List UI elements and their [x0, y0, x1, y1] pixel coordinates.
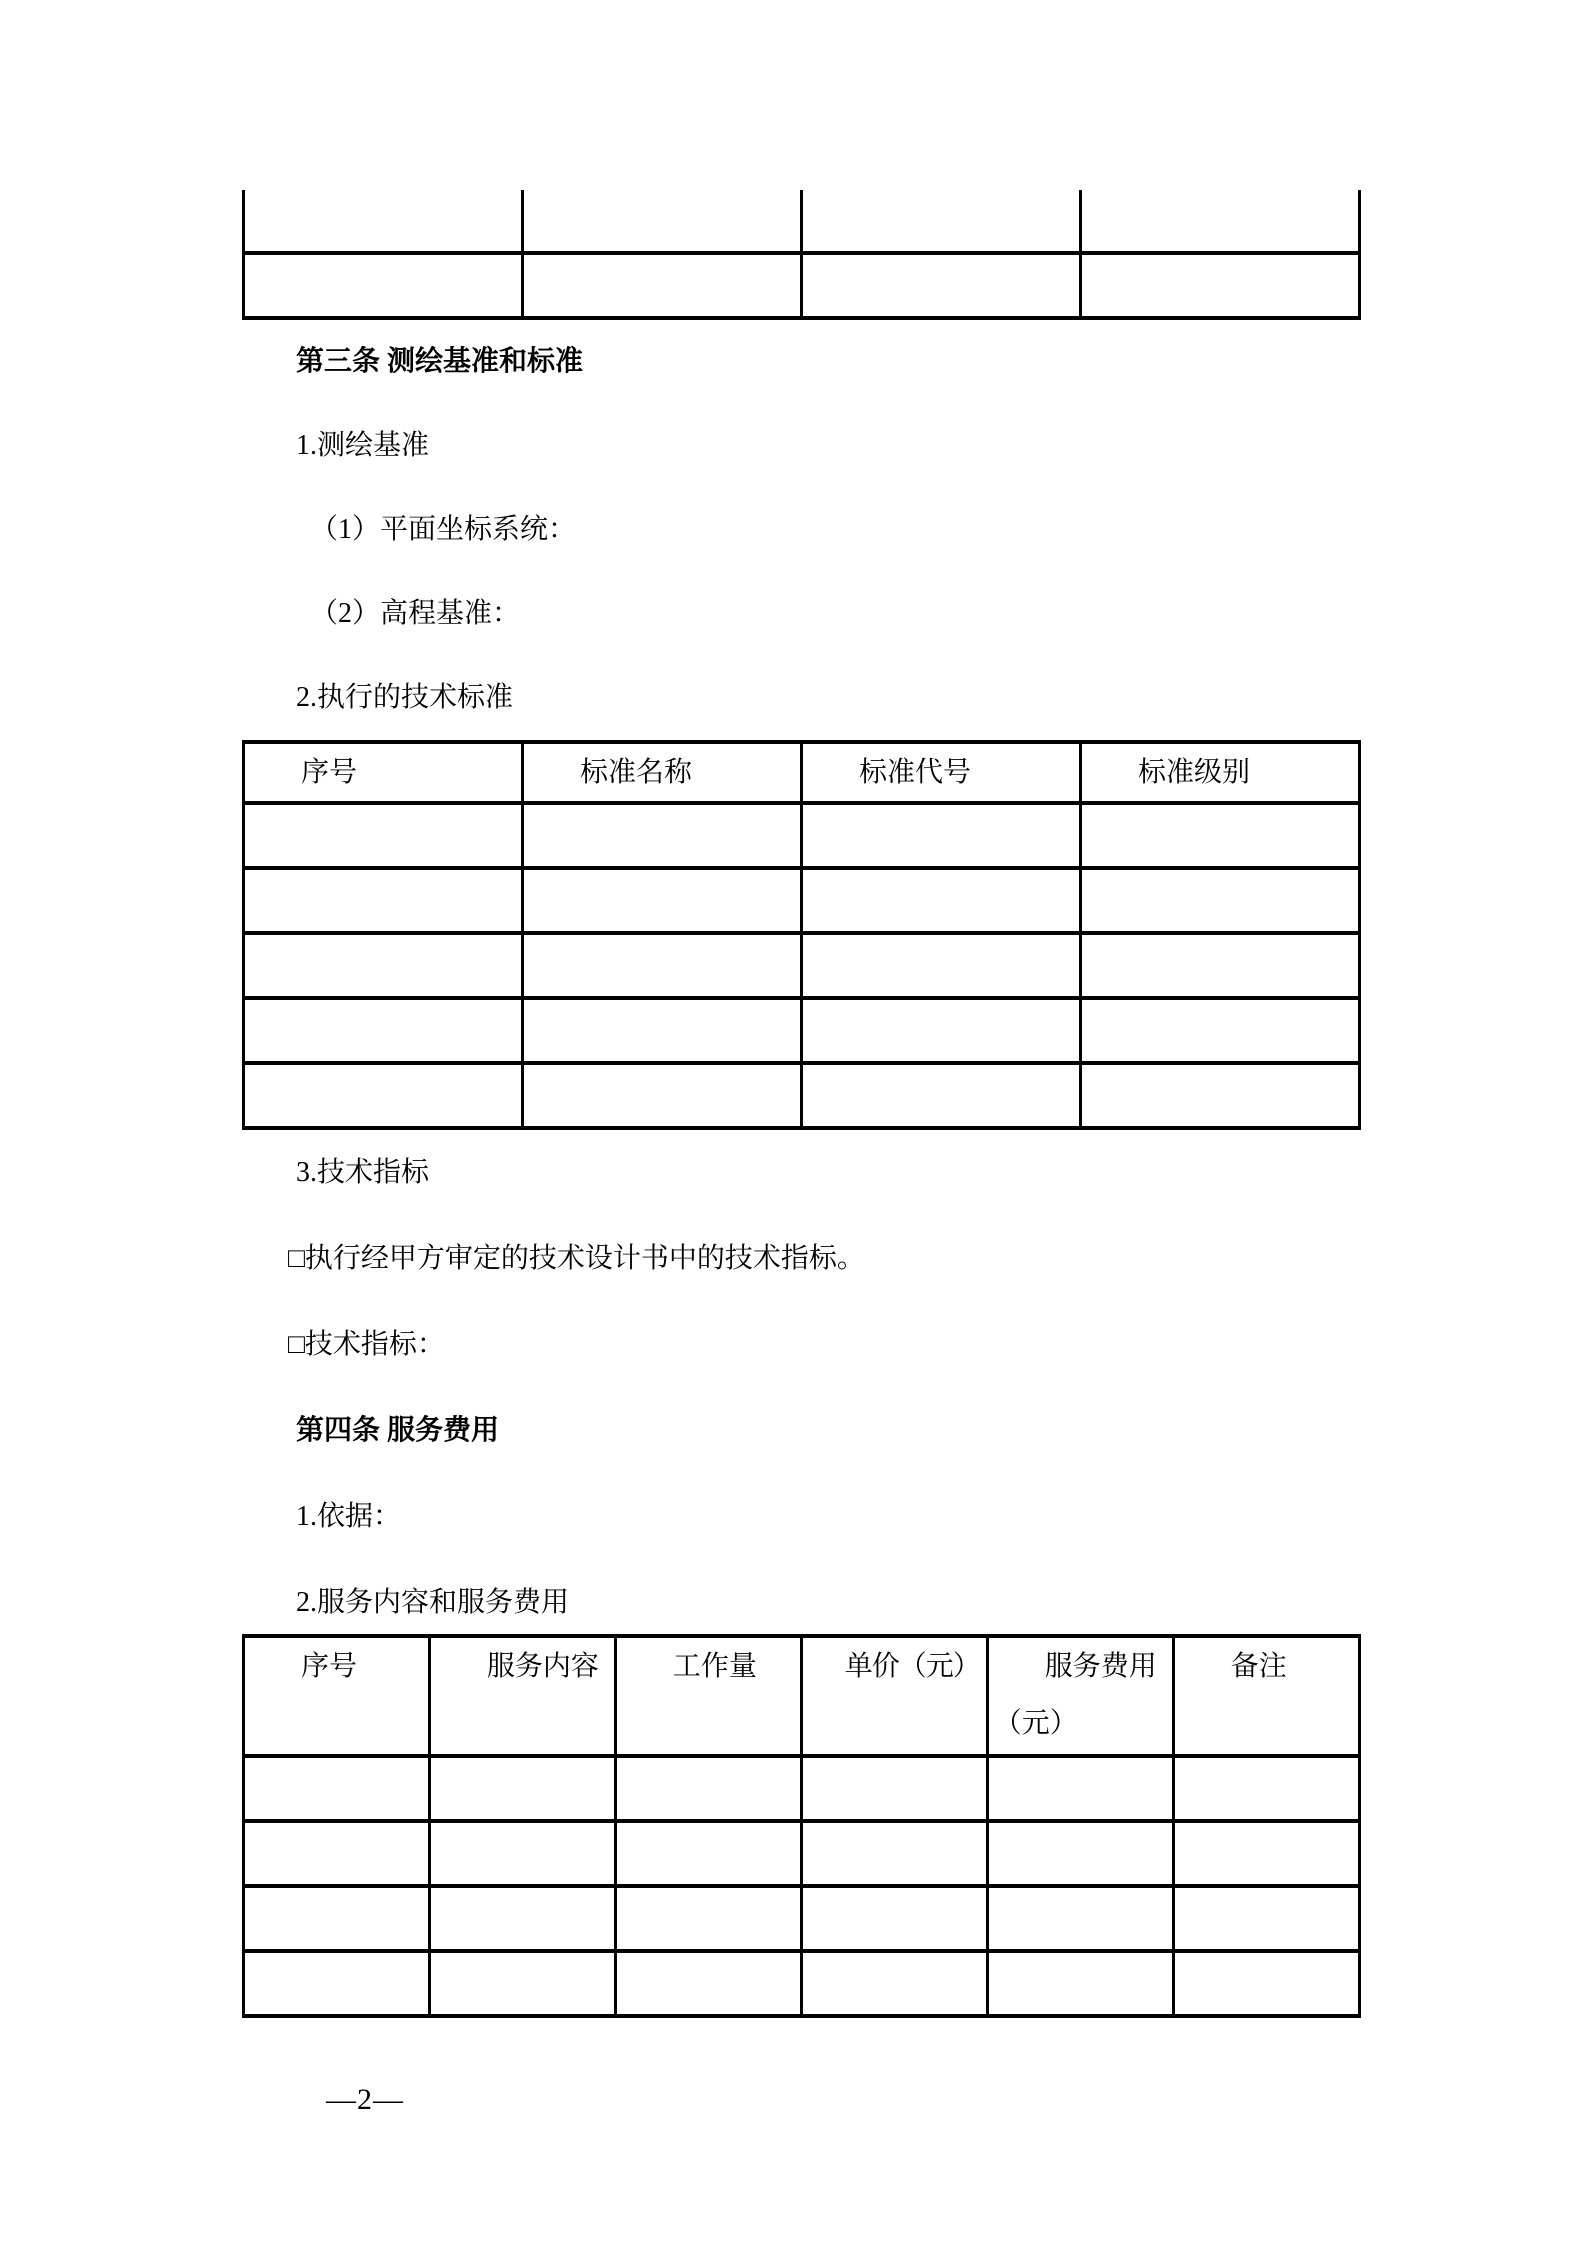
- article4-heading: 第四条 服务费用: [296, 1415, 500, 1446]
- table-cell: [802, 868, 1081, 933]
- standards-table: [242, 740, 1361, 1130]
- article3-item1: 1.测绘基准: [296, 430, 430, 461]
- table-cell: [1081, 253, 1360, 318]
- table-cell: [244, 933, 523, 998]
- table-cell: [523, 253, 802, 318]
- table-cell: [523, 1063, 802, 1128]
- table-cell: [615, 1821, 801, 1886]
- fees-table: [242, 1634, 1361, 2018]
- table-cell: [615, 1756, 801, 1821]
- table-cell: [523, 868, 802, 933]
- table-cell: [244, 1951, 430, 2016]
- table-cell: [802, 803, 1081, 868]
- table-cell: [801, 1886, 987, 1951]
- article4-item2: 2.服务内容和服务费用: [296, 1587, 570, 1618]
- fees-header-workload: 工作量: [615, 1636, 801, 1756]
- table-cell: [801, 1756, 987, 1821]
- table-cell: [429, 1756, 615, 1821]
- table-cell: [802, 998, 1081, 1063]
- table-cell: [615, 1886, 801, 1951]
- article3-heading: 第三条 测绘基准和标准: [296, 346, 584, 377]
- table-cell: [1081, 933, 1360, 998]
- table-cell: [523, 933, 802, 998]
- table-cell: [244, 1063, 523, 1128]
- table-cell: [523, 998, 802, 1063]
- table-cell: [801, 1821, 987, 1886]
- fees-header-index: 序号: [244, 1636, 430, 1756]
- table-row: [244, 868, 1360, 933]
- table-cell: [244, 803, 523, 868]
- fees-header-unit-price: 单价（元）: [801, 1636, 987, 1756]
- table-cell: [987, 1886, 1173, 1951]
- page-number: —2—: [326, 2083, 404, 2116]
- table-cell: [523, 803, 802, 868]
- table-row: [244, 803, 1360, 868]
- table-cell: [1081, 868, 1360, 933]
- table-cell: [987, 1756, 1173, 1821]
- table-row: [244, 1951, 1360, 2016]
- checkbox-option-custom-indicators: □技术指标：: [288, 1329, 445, 1360]
- page-content: [242, 190, 1361, 2122]
- standards-header-level: 标准级别: [1081, 742, 1360, 803]
- article3-item1-sub2: （2）高程基准：: [310, 598, 521, 629]
- table-cell: [244, 1886, 430, 1951]
- article3-item2: 2.执行的技术标准: [296, 682, 514, 713]
- continued-table: [242, 190, 1361, 320]
- fees-header-content: 服务内容: [429, 1636, 615, 1756]
- table-cell: [429, 1886, 615, 1951]
- table-cell: [802, 190, 1081, 253]
- table-cell: [987, 1821, 1173, 1886]
- table-cell: [802, 253, 1081, 318]
- table-cell: [244, 1756, 430, 1821]
- table-cell: [802, 1063, 1081, 1128]
- table-cell: [244, 868, 523, 933]
- table-cell: [1173, 1756, 1359, 1821]
- table-row: [244, 1821, 1360, 1886]
- table-cell: [244, 253, 523, 318]
- table-row: [244, 190, 1360, 253]
- standards-header-code: 标准代号: [802, 742, 1081, 803]
- standards-table-header-row: [244, 742, 1360, 803]
- table-cell: [429, 1951, 615, 2016]
- table-row: [244, 933, 1360, 998]
- checkbox-option-approved-design: □执行经甲方审定的技术设计书中的技术指标。: [288, 1243, 865, 1274]
- table-row: [244, 1063, 1360, 1128]
- table-cell: [1173, 1886, 1359, 1951]
- table-cell: [801, 1951, 987, 2016]
- fees-header-service-fee: [987, 1636, 1173, 1756]
- table-cell: [1081, 190, 1360, 253]
- fees-table-header-row: [244, 1636, 1360, 1756]
- table-cell: [1081, 1063, 1360, 1128]
- fees-header-remarks: 备注: [1173, 1636, 1359, 1756]
- article3-item1-sub1: （1）平面坐标系统：: [310, 514, 577, 545]
- table-cell: [802, 933, 1081, 998]
- table-cell: [1081, 998, 1360, 1063]
- fees-header-service-fee-line1: 服务费用: [1044, 1651, 1157, 1682]
- table-cell: [987, 1951, 1173, 2016]
- table-cell: [244, 190, 523, 253]
- table-cell: [523, 190, 802, 253]
- standards-header-index: 序号: [244, 742, 523, 803]
- table-row: [244, 1756, 1360, 1821]
- table-cell: [244, 1821, 430, 1886]
- table-cell: [244, 998, 523, 1063]
- table-cell: [429, 1821, 615, 1886]
- standards-header-name: 标准名称: [523, 742, 802, 803]
- article3-item3: 3.技术指标: [296, 1157, 430, 1188]
- table-cell: [1081, 803, 1360, 868]
- table-row: [244, 998, 1360, 1063]
- table-row: [244, 1886, 1360, 1951]
- table-row: [244, 253, 1360, 318]
- fees-header-service-fee-line2: （元）: [993, 1708, 1078, 1739]
- table-cell: [615, 1951, 801, 2016]
- table-cell: [1173, 1821, 1359, 1886]
- article4-item1: 1.依据：: [296, 1501, 402, 1532]
- table-cell: [1173, 1951, 1359, 2016]
